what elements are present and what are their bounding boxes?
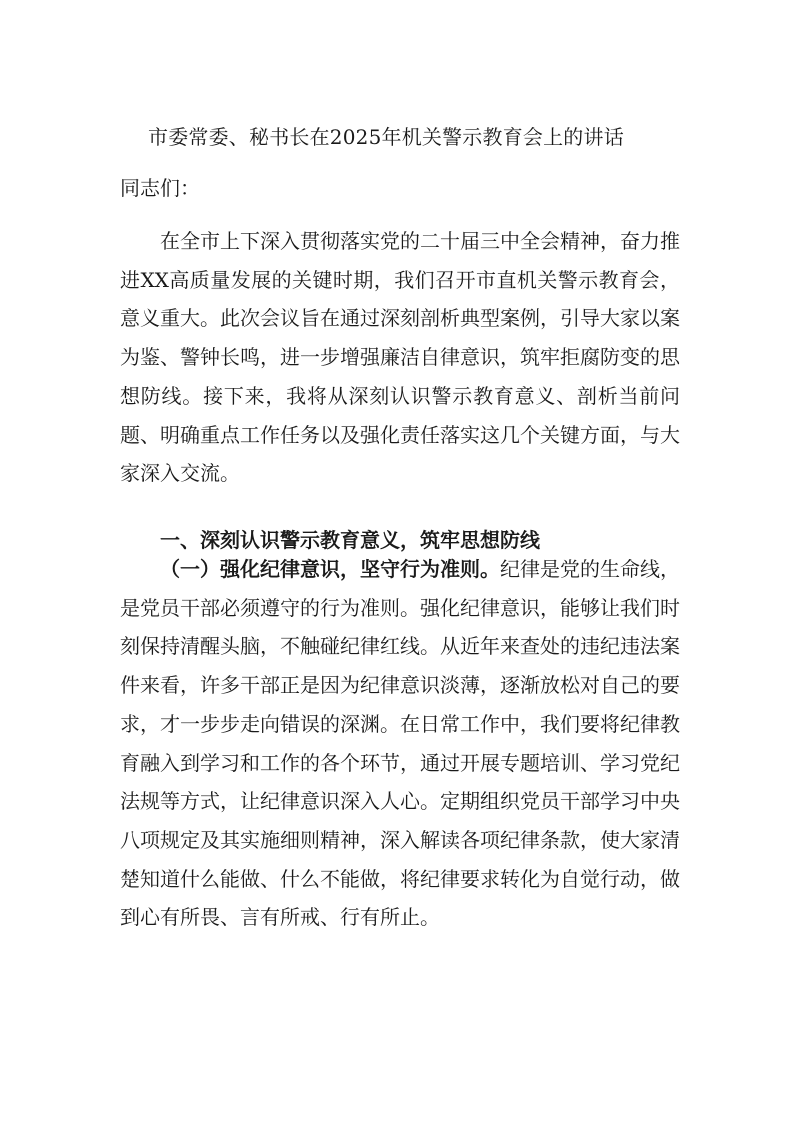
salutation: 同志们： — [120, 176, 200, 200]
section-heading: 一、深刻认识警示教育意义，筑牢思想防线 — [160, 528, 540, 552]
intro-paragraph: 在全市上下深入贯彻落实党的二十届三中全会精神，奋力推进XX高质量发展的关键时期，我们召开市直机关警示教育会，意义重大。此次会议旨在通过深刻剖析典型案例，引导大家以案为鉴、警钟长鸣，进一步增强廉洁自律意识，筑牢拒腐防变的思想防线。接下来，我将从深刻认识警示教育意义、剖析当前问题、明确重点工作任务以及强化责任落实这几个关键方面，与大家深入交流。 — [120, 229, 680, 486]
subsection-paragraph — [120, 550, 680, 937]
document-title: 市委常委、秘书长在2025年机关警示教育会上的讲话 — [148, 125, 624, 149]
subsection-body: 纪律是党的生命线，是党员干部必须遵守的行为准则。强化纪律意识，能够让我们时刻保持清醒头脑，不触碰纪律红线。从近年来查处的违纪违法案件来看，许多干部正是因为纪律意识淡薄，逐渐放松对自己的要求，才一步步走向错误的深渊。在日常工作中，我们要将纪律教育融入到学习和工作的各个环节，通过开展专题培训、学习党纪法规等方式，让纪律意识深入人心。定期组织党员干部学习中央八项规定及其实施细则精神，深入解读各项纪律条款，使大家清楚知道什么能做、什么不能做，将纪律要求转化为自觉行动，做到心有所畏、言有所戒、行有所止。 — [120, 557, 680, 930]
subsection-lead: （一）强化纪律意识，坚守行为准则。 — [160, 557, 500, 581]
